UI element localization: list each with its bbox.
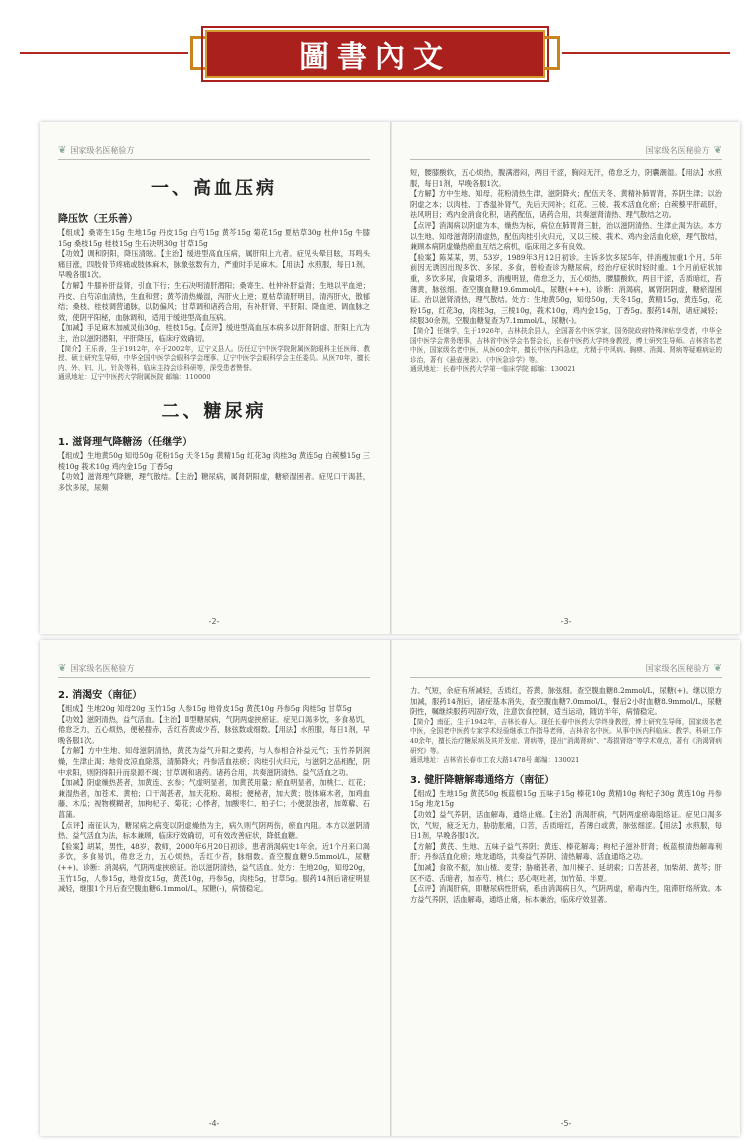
leaf-ornament-icon: ❦ [713,144,722,156]
banner-bracket-right [544,36,560,70]
body-text [410,686,722,718]
paragraph: 力、气短，余症有所减轻，舌质红，苔黄，脉弦细。查空腹血糖8.2mmol/L，尿糖(+)。继以原方加减，服药14剂后，诸症基本消失，查空腹血糖7.0mmol/L，餐后2小时血糖8.9mmol/L，尿糖阴性，嘱继续服药巩固疗效，注意饮食控制，适当运动，随访半年，病情稳定。 [410,686,722,717]
book-spine [390,640,392,1136]
book-spread-2 [40,640,740,1136]
paragraph: 【功效】调和阴阳，降压清眩。【主治】缓进型高血压病，属肝阳上亢者。症见头晕目眩，耳鸣头痛目涨，四肢骨节疼痛或肢体麻木，脉象弦数有力，严重时手足麻木。【用法】水煎服，每日1剂，早晚各服1次。 [58,249,370,280]
banner-title-box [205,30,545,78]
running-head-text: 国家级名医秘验方 [70,663,135,673]
page-3 [396,122,736,634]
page-5 [396,640,736,1136]
author-bio [410,327,722,375]
paragraph: 【简介】王乐善，生于1912年，卒于2002年，辽宁义县人。历任辽宁中医学院附属医院眼科主任医师、教授、硕士研究生导师，中华全国中医学会眼科学会理事、辽宁中医学会眼科学会主任委员。从医70年，擅长内、外、妇、儿、针灸等科，临床主持会诊科研等，深受患者赞誉。 [58,344,370,372]
paragraph: 【验案】陈某某，男，53岁，1989年3月12日初诊。主诉多饮多尿5年，伴消瘦加重1个月。5年前因无诱因出现多饮、多尿、多食，曾检查诊为糖尿病，经治疗症状时轻时重。1个月前症状加重，多饮多尿，食量增多，消瘦明显，倦怠乏力，五心烦热，腰膝酸软，两目干涩，舌质暗红，苔薄黄，脉弦细。查空腹血糖19.6mmol/L，尿糖(+++)。诊断：消渴病，属肾阴阴虚，糖瘀湿困证。治以滋肾清热，理气散结。处方：生地黄50g，知母50g，天冬15g，黄精15g，黄连5g，花粉15g，红花3g，肉桂3g，三棱10g，莪术10g，鸡内金15g，丁香5g。服药14剂，诸症减轻；续服30余剂，空腹血糖复查为7.1mmol/L，尿糖(-)。 [410,252,722,326]
paragraph: 【功效】滋阴清热，益气活血。【主治】Ⅱ型糖尿病，气阴两虚挟瘀证。症见口渴多饮，多食易饥，倦怠乏力，五心烦热，便秘搜赤，舌红苔黄或少苔，脉弦数或细数。【用法】水煎服，每日1剂，早晚各服1次。 [58,714,370,745]
paragraph: 【方解】牛膝补肝益肾，引血下行；生石决明清肝潜阳；桑寄生、杜仲补肝益肾；生地以平血逆；丹皮、白芍凉血清热，生血和营；黄芩清热燥湿，泻肝火上逆；夏枯草清肝明目，清泻肝火，散郁结；桑枝、桂枝调营通脉，以防偏风；甘草调和诸药合用，有补肝肾、平肝阳、降血逆、调血脉之效，使阴平阳秘，血脉调和，适用于缓进型高血压病。 [58,280,370,322]
book-spread-1 [40,122,740,634]
paragraph: 【点评】消渴肝病，即糖尿病性肝病，系由消渴病日久，气阴两虚，瘀毒内生，阻滞肝络所致。本方益气养阴，活血解毒，通络止痛，标本兼治，临床疗效显著。 [410,884,722,904]
banner-rule-left [20,52,188,54]
page-4 [44,640,384,1136]
paragraph: 短，腰膝酸软，五心烦热，腹满潜闷，两目干涩，胸闷无汗，倦怠乏力，阴囊潮湿。【用法】水煎服，每日1剂，早晚各服1次。 [410,168,722,188]
page-number: -3- [560,617,572,626]
paragraph: 【方解】方中生地、知母滋阴清热，黄芪为益气升阳之要药，与人参相合补益元气；玉竹养阴润燥，生津止渴；地骨皮凉血除蒸，清肺降火；丹参活血祛瘀；肉桂引火归元，与滋阴之品相配，阴中求阳，则阴得阳升而泉源不竭；甘草调和诸药。诸药合用，共奏滋阴清热、益气活血之功。 [58,746,370,777]
body-text [58,451,370,493]
paragraph: 【组成】生地20g 知母20g 玉竹15g 人参15g 地骨皮15g 黄芪10g 丹参5g 肉桂5g 甘草5g [58,704,352,713]
section-title: 一、高血压病 [151,178,277,199]
paragraph: 【简介】任继学，生于1926年，吉林扶余县人，全国著名中医学家，国务院政府特殊津贴享受者，中华全国中医学会常务理事，吉林省中医学会名誉会长，长春中医药大学终身教授，博士研究生导师。吉林省名老中医，国家级名老中医，从医60余年，擅长中医内科急症，尤精于中风病、胸痹、消渴、肾病等疑难病证的诊治，著有《悬壶漫录》、《中医急诊学》等。 [410,326,722,364]
running-head-text: 国家级名医秘验方 [645,145,710,155]
paragraph: 【简介】南征，生于1942年，吉林长春人。现任长春中医药大学终身教授，博士研究生导师，国家级名老中医，全国老中医药专家学术经验继承工作指导老师，吉林省名中医。从事中医内科临床、教学、科研工作40余年，擅长治疗糖尿病及其并发症、肾病等，提出“消渴肾病”、“毒损肾络”等学术观点，著有《消渴肾病研究》等。 [410,717,722,755]
leaf-ornament-icon: ❦ [58,662,67,674]
address-line: 通讯地址：吉林省长春市工农大路1478号 邮编：130021 [410,756,580,765]
paragraph: 【点评】南征认为，糖尿病之病变以阴虚燥热为主，病久则气阴两伤，瘀血内阻。本方以滋阴清热、益气活血为法，标本兼顾，临床疗效确切，可有效改善症状，降低血糖。 [58,820,370,841]
paragraph: 【组成】生地15g 黄芪50g 板蓝根15g 五味子15g 榛花10g 黄精10g 枸杞子30g 黄连10g 丹参15g 地龙15g [410,788,722,809]
body-text [410,789,722,906]
running-head-text: 国家级名医秘验方 [70,145,135,155]
paragraph: 【功效】滋肾理气降糖，理气散结。【主治】糖尿病，属肾阴阳虚，糖瘀湿困者。症见口干渴甚，多饮多尿，尿频 [58,472,370,492]
banner-rule-right [562,52,730,54]
banner-title: 圖書內文 [299,40,451,75]
author-bio [58,345,370,383]
body-text [410,168,722,327]
book-spine [390,122,392,634]
body-text [58,704,370,895]
prescription-title: 降压饮（王乐善） [58,214,138,225]
running-head [58,662,370,678]
address-line: 通讯地址：辽宁中医药大学附属医院 邮编：110000 [58,373,211,382]
running-head [410,662,722,678]
page-number: -5- [560,1119,572,1128]
section-title: 二、糖尿病 [161,400,267,422]
author-bio [410,718,722,766]
paragraph: 【点评】消渴病以阴虚为本，燥热为标，病位在肺胃肾三脏，治以滋阴清热、生津止渴为法。本方以生地、知母滋肾阴清虚热，配伍肉桂引火归元，又以三棱、莪术、鸡内金活血化瘀，理气散结，兼顾本病阴虚燥热瘀血互结之病机，临床用之多有良效。 [410,220,722,252]
paragraph: 【验案】胡某，男性，48岁，教师，2000年6月20日初诊。患者消渴病史1年余。近1个月来口渴多饮，多食易饥，倦怠乏力，五心烦热，舌红少苔，脉细数。查空腹血糖9.5mmol/L，尿糖(++)。诊断：消渴病，气阴两虚挟瘀证。治以滋阴清热，益气活血。处方：生地20g，知母20g，玉竹15g，人参15g，地骨皮15g，黄芪10g，丹参5g，肉桂5g，甘草5g。服药14剂后诸症明显减轻，继服1个月后查空腹血糖6.1mmol/L，尿糖(-)，病情稳定。 [58,841,370,894]
body-text [58,228,370,345]
header-banner [0,0,750,112]
paragraph: 【功效】益气养阴，活血解毒，通络止痛。【主治】消渴肝病，气阴两虚瘀毒阻络证。症见口渴多饮，气短，疲乏无力，胁肋胀痛，口苦，舌质暗红，苔薄白或黄，脉弦细涩。【用法】水煎服，每日1剂，早晚各服1次。 [410,809,722,841]
page-number: -4- [208,1119,220,1128]
leaf-ornament-icon: ❦ [58,144,67,156]
prescription-title: 3. 健肝降糖解毒通络方（南征） [410,774,555,786]
page-number: -2- [208,617,220,626]
running-head [58,144,370,160]
page-2 [44,122,384,634]
banner-bracket-left [190,36,206,70]
paragraph: 【加减】手足麻木加威灵仙30g、桂枝15g。【点评】缓进型高血压本病多以肝肾阴虚、肝阳上亢为主，治以滋阴潜阳，平肝降压，临床疗效确切。 [58,323,370,343]
paragraph: 【组成】生地黄50g 知母50g 花粉15g 天冬15g 黄精15g 红花3g 肉桂3g 黄连5g 白蒺藜15g 三棱10g 莪术10g 鸡内金15g 丁香5g [58,450,370,471]
prescription-title: 1. 滋肾理气降糖汤（任继学） [58,436,193,448]
address-line: 通讯地址：长春中医药大学第一临床学院 邮编：130021 [410,365,576,374]
paragraph: 【加减】食欲不振，加山楂、麦芽；胁痛甚者，加川楝子、延胡索；口苦甚者，加柴胡、黄芩；肝区不适、舌暗者，加赤芍、桃仁；恶心呕吐者，加竹茹、半夏。 [410,862,722,883]
paragraph: 【方解】黄芪、生地、五味子益气养阴；黄连、榛花解毒；枸杞子滋补肝肾；板蓝根清热解毒利肝；丹参活血化瘀；地龙通络，共奏益气养阴、清热解毒、活血通络之功。 [410,841,722,862]
leaf-ornament-icon: ❦ [713,662,722,674]
running-head-text: 国家级名医秘验方 [645,663,710,673]
paragraph: 【组成】桑寄生15g 生地15g 丹皮15g 白芍15g 黄芩15g 菊花15g 夏枯草30g 杜仲15g 牛膝15g 桑枝15g 桂枝15g 生石决明30g 甘草15g [58,228,370,248]
paragraph: 【方解】方中生地、知母、花粉清热生津，滋阴降火；配伍天冬、黄精补肺胃肾，养阴生津；以治阴虚之本；以肉桂、丁香温补肾气，先后天同补；红花、三棱、莪术活血化瘀；白蒺藜平肝疏肝，祛风明目；鸡内金消食化积，诸药配伍，诸药合用，共奏滋肾清热、理气散结之功。 [410,189,722,220]
prescription-title: 2. 消渴安（南征） [58,690,143,701]
running-head [410,144,722,160]
paragraph: 【加减】阴虚燥热甚者，加黄连、玄参；气虚明显者，加黄芪用量；瘀血明显者，加桃仁、红花；兼湿热者，加苍术、黄柏；口干渴甚者，加天花粉、葛根；便秘者，加大黄；肢体麻木者，加鸡血藤、木瓜；视物模糊者，加枸杞子、菊花；心悸者，加酸枣仁、柏子仁；小便混浊者，加萆薢、石菖蒲。 [58,778,370,819]
